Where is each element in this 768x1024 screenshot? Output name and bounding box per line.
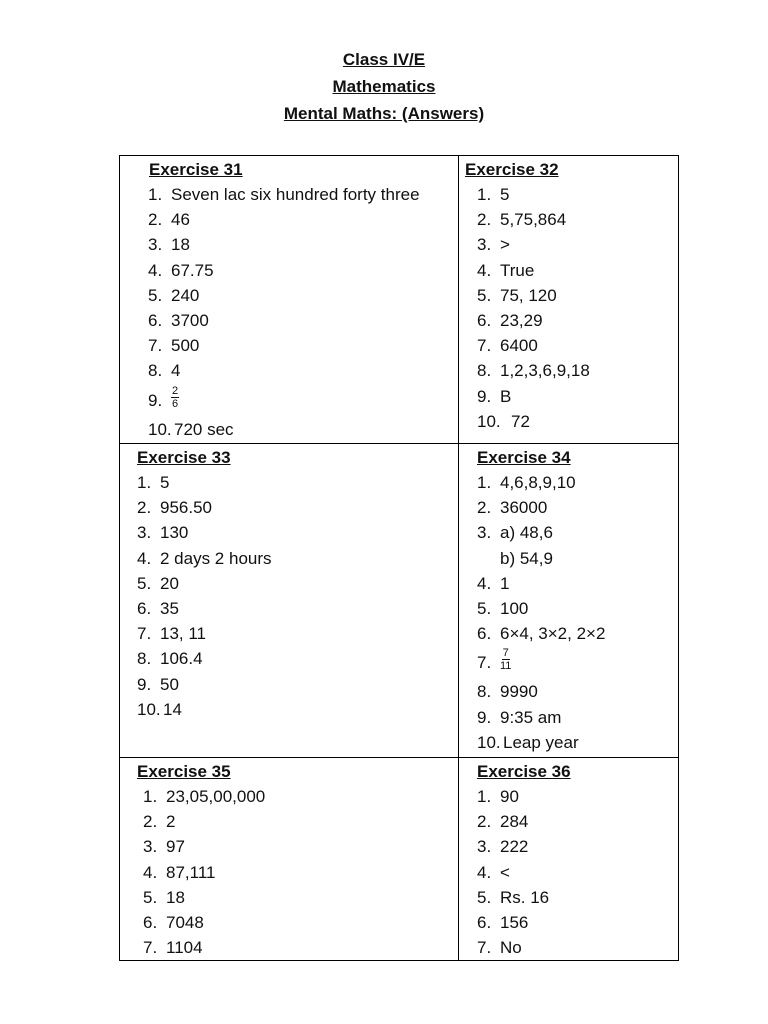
answer-number <box>477 546 500 571</box>
answer-number: 7. <box>148 336 163 356</box>
answer-value: 500 <box>171 336 200 356</box>
answer-item <box>459 621 678 646</box>
fraction-answer <box>171 384 179 417</box>
answer-number: 3. <box>148 235 163 255</box>
answer-value: 23,29 <box>500 310 543 330</box>
answer-item <box>120 258 458 283</box>
answer-value: 2 <box>166 812 176 832</box>
answer-number: 7. <box>477 336 492 356</box>
document-header <box>0 46 768 127</box>
answer-number: 6. <box>148 310 163 330</box>
answer-item <box>120 910 458 935</box>
answer-item <box>120 384 458 417</box>
answer-number: 7. <box>137 624 152 644</box>
answer-value: 4,6,8,9,10 <box>500 473 576 492</box>
answer-value: 1104 <box>166 938 203 958</box>
answer-item <box>120 207 458 232</box>
answer-value: 5 <box>500 185 510 204</box>
answer-value: 9:35 am <box>500 707 562 727</box>
answer-number: 8. <box>148 361 163 381</box>
fraction-denominator: 6 <box>172 397 179 410</box>
answer-number: 1. <box>148 185 163 204</box>
answer-number: 3. <box>143 837 158 857</box>
exercise-34-cell <box>459 444 679 758</box>
answer-item <box>459 910 678 935</box>
answer-value: 5,75,864 <box>500 210 567 230</box>
answer-number: 2. <box>148 210 163 230</box>
exercise-34 <box>459 444 678 755</box>
answer-value: 222 <box>500 837 529 857</box>
answer-item <box>120 546 458 571</box>
fraction-answer <box>500 646 511 679</box>
answer-value: Leap year <box>503 732 579 752</box>
answer-item <box>120 860 458 885</box>
exercise-33 <box>120 444 458 722</box>
answer-value: 23,05,00,000 <box>166 787 266 806</box>
answer-value: 284 <box>500 812 529 832</box>
answer-value: 9990 <box>500 682 538 702</box>
answer-number: 5. <box>477 285 492 305</box>
answer-number: 6. <box>477 912 492 932</box>
exercise-33-cell <box>120 444 459 758</box>
answer-value: 1,2,3,6,9,18 <box>500 361 590 381</box>
answer-value: 20 <box>160 573 179 593</box>
answer-value: 956.50 <box>160 498 212 518</box>
answer-item <box>120 596 458 621</box>
exercise-36 <box>459 758 678 960</box>
answer-item <box>120 417 458 442</box>
answer-number: 6. <box>477 310 492 330</box>
answer-number: 8. <box>477 682 492 702</box>
answer-item <box>459 470 678 495</box>
answer-number: 4. <box>148 260 163 280</box>
answer-item <box>120 358 458 383</box>
class-title: Class IV/E <box>342 50 426 69</box>
answer-item <box>459 384 678 409</box>
exercise-35 <box>120 758 458 960</box>
answer-item <box>459 333 678 358</box>
answer-item <box>459 283 678 308</box>
fraction-denominator: 11 <box>500 660 512 673</box>
answer-number: 5. <box>148 285 163 305</box>
answer-item <box>459 860 678 885</box>
answer-value: a) 48,6 <box>500 523 553 543</box>
answer-value: 14 <box>163 699 182 719</box>
answer-number: 6. <box>137 598 152 618</box>
answer-value: 3700 <box>171 310 209 330</box>
answer-item <box>120 672 458 697</box>
answer-item <box>120 784 458 809</box>
answer-number: 3. <box>477 523 492 543</box>
answer-number: 1. <box>137 473 152 492</box>
answer-value: 100 <box>500 598 529 618</box>
exercise-title: Exercise 35 <box>137 762 231 781</box>
answer-number: 10. <box>137 699 161 719</box>
answer-item <box>120 283 458 308</box>
answer-number: 6. <box>143 912 158 932</box>
answer-item <box>120 470 458 495</box>
answers-table <box>119 155 679 961</box>
exercise-32-cell <box>459 156 679 444</box>
answer-value: 36000 <box>500 498 548 518</box>
answer-item <box>120 182 458 207</box>
answer-number: 2. <box>477 812 492 832</box>
answer-number: 10. <box>477 411 501 431</box>
answer-number: 4. <box>477 573 492 593</box>
answer-value: 4 <box>171 361 181 381</box>
answer-item <box>120 621 458 646</box>
answer-item <box>120 646 458 671</box>
answer-item <box>459 520 678 545</box>
answer-number: 1. <box>477 185 492 204</box>
answer-value: Rs. 16 <box>500 887 550 907</box>
answer-value: 35 <box>160 598 179 618</box>
answer-number: 3. <box>477 837 492 857</box>
exercise-31 <box>120 156 458 442</box>
answer-item <box>459 358 678 383</box>
answer-value: 50 <box>160 674 179 694</box>
answer-value: 18 <box>171 235 190 255</box>
answer-number: 2. <box>143 812 158 832</box>
answer-number: 5. <box>137 573 152 593</box>
answer-value: 87,111 <box>166 862 216 882</box>
answer-value: Seven lac six hundred forty three <box>171 185 420 204</box>
answer-number: 4. <box>477 260 492 280</box>
answer-item <box>459 784 678 809</box>
answer-value: > <box>500 235 510 255</box>
answer-item <box>120 308 458 333</box>
answer-item <box>459 258 678 283</box>
answer-value: 130 <box>160 523 189 543</box>
fraction-numerator: 2 <box>172 384 179 397</box>
answer-number: 9. <box>477 707 492 727</box>
answer-item <box>459 705 678 730</box>
answer-item <box>120 809 458 834</box>
answer-value: 2 days 2 hours <box>160 548 272 568</box>
answer-number: 8. <box>477 361 492 381</box>
exercise-36-cell <box>459 758 679 961</box>
answer-number: 3. <box>477 235 492 255</box>
answer-value: True <box>500 260 535 280</box>
answer-value: 5 <box>160 473 170 492</box>
answer-number: 1. <box>477 473 492 492</box>
answer-number: 2. <box>137 498 152 518</box>
answer-number: 8. <box>137 649 152 669</box>
answer-number: 10. <box>477 732 501 752</box>
answer-item <box>120 520 458 545</box>
answer-number: 1. <box>143 787 158 806</box>
answer-number: 7. <box>477 938 492 958</box>
answer-number: 7. <box>143 938 158 958</box>
answer-number: 5. <box>477 598 492 618</box>
answer-value: 106.4 <box>160 649 203 669</box>
answer-number: 5. <box>143 887 158 907</box>
answer-value: 240 <box>171 285 200 305</box>
worksheet-title: Mental Maths: (Answers) <box>283 104 485 123</box>
answer-value: 75, 120 <box>500 285 557 305</box>
answer-number: 10. <box>148 419 172 439</box>
answer-number: 9. <box>477 386 492 406</box>
answer-item <box>459 885 678 910</box>
answer-number: 4. <box>143 862 158 882</box>
answer-item <box>459 834 678 859</box>
answer-number: 4. <box>477 862 492 882</box>
answer-value: < <box>500 862 510 882</box>
exercise-title: Exercise 32 <box>465 160 559 179</box>
answer-number: 5. <box>477 887 492 907</box>
answer-item <box>459 730 678 755</box>
answer-item <box>459 935 678 960</box>
fraction <box>171 386 179 410</box>
answer-number: 3. <box>137 523 152 543</box>
answer-value: b) 54,9 <box>500 548 553 568</box>
answer-item <box>459 571 678 596</box>
exercise-32 <box>459 156 678 434</box>
answer-item <box>459 495 678 520</box>
answer-value: 97 <box>166 837 185 857</box>
answer-value: 90 <box>500 787 519 806</box>
answer-number: 9. <box>148 390 163 410</box>
answer-item <box>120 834 458 859</box>
answer-item <box>120 232 458 257</box>
answer-item <box>459 308 678 333</box>
answer-value: 46 <box>171 210 190 230</box>
answer-number: 7. <box>477 653 492 673</box>
exercise-title: Exercise 34 <box>477 448 571 467</box>
subject-title: Mathematics <box>332 77 436 96</box>
answer-item <box>459 207 678 232</box>
answer-value: 67.75 <box>171 260 214 280</box>
answer-item <box>459 182 678 207</box>
answer-number: 1. <box>477 787 492 806</box>
answer-value: 156 <box>500 912 529 932</box>
answer-item <box>459 646 678 679</box>
exercise-35-cell <box>120 758 459 961</box>
answer-item <box>120 885 458 910</box>
answer-value: No <box>500 938 522 958</box>
answer-number: 2. <box>477 498 492 518</box>
answer-number: 9. <box>137 674 152 694</box>
answer-item <box>120 571 458 596</box>
answer-value: 18 <box>166 887 185 907</box>
answer-item <box>459 596 678 621</box>
answer-number: 4. <box>137 548 152 568</box>
answer-value: 7048 <box>166 912 204 932</box>
fraction-numerator: 7 <box>502 647 509 660</box>
answer-item <box>459 409 678 434</box>
answer-number: 2. <box>477 210 492 230</box>
answer-item <box>120 697 458 722</box>
answer-value: 6×4, 3×2, 2×2 <box>500 624 606 644</box>
exercise-title: Exercise 36 <box>477 762 571 781</box>
exercise-31-cell <box>120 156 459 444</box>
answer-item <box>459 232 678 257</box>
answer-value: 13, 11 <box>160 624 207 644</box>
answer-value: B <box>500 386 512 406</box>
answer-item <box>459 679 678 704</box>
answer-value: 1 <box>500 573 510 593</box>
answer-value: 6400 <box>500 336 538 356</box>
answer-item <box>459 546 678 571</box>
fraction <box>500 648 511 672</box>
exercise-title: Exercise 31 <box>149 160 243 179</box>
answer-item <box>120 495 458 520</box>
answer-item <box>459 809 678 834</box>
answer-value: 720 sec <box>174 419 234 439</box>
answer-number: 6. <box>477 624 492 644</box>
exercise-title: Exercise 33 <box>137 448 231 467</box>
answer-item <box>120 935 458 960</box>
answer-item <box>120 333 458 358</box>
answer-value: 72 <box>511 411 530 431</box>
